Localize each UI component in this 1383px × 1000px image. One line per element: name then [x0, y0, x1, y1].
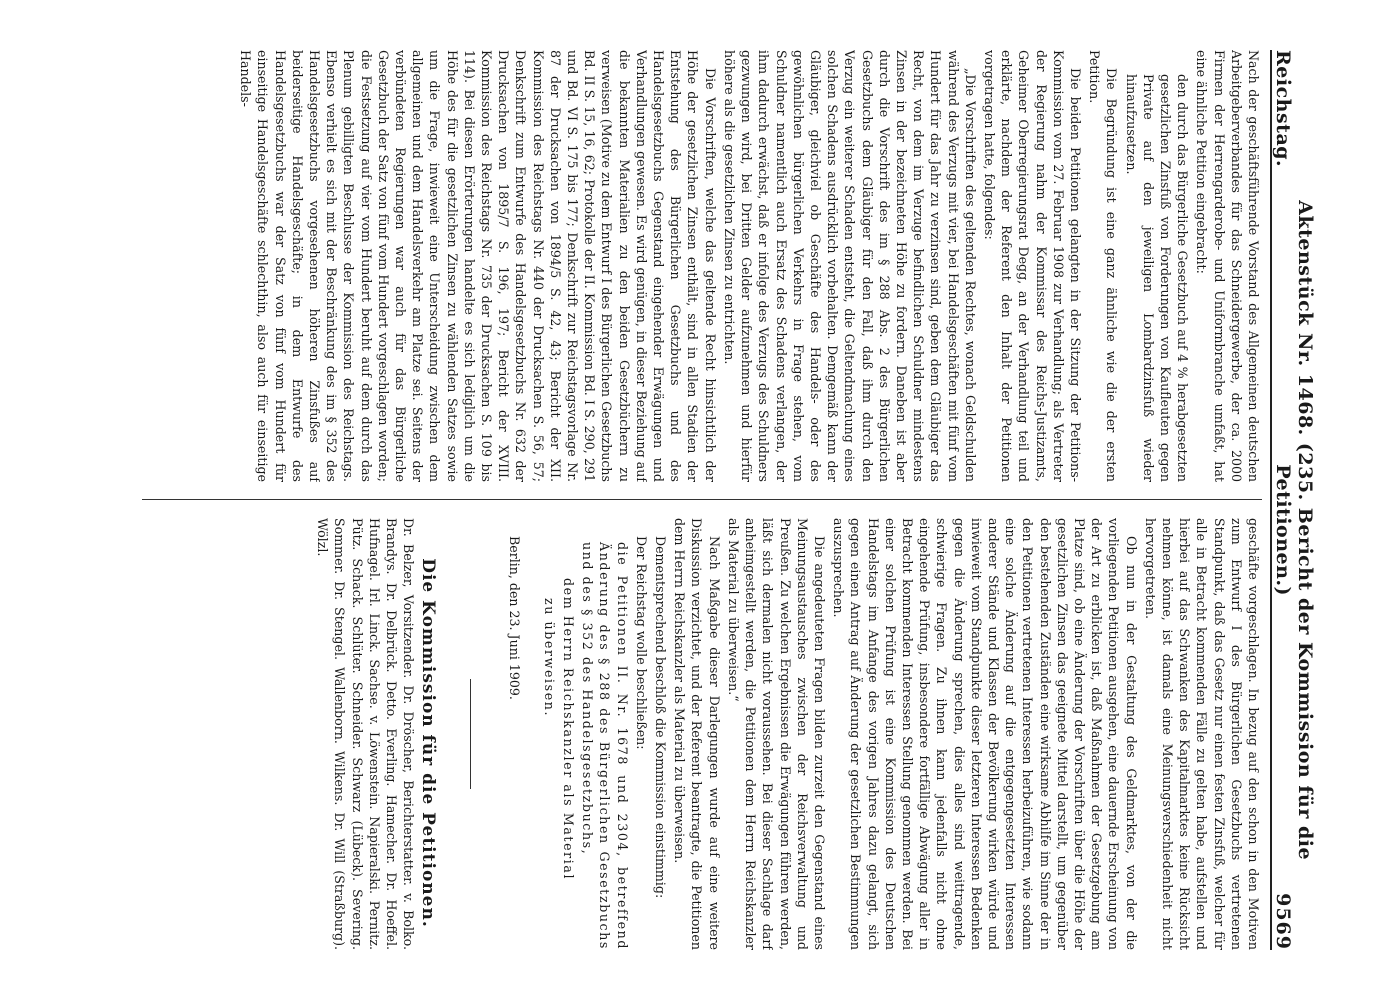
column-divider	[142, 499, 1262, 500]
paragraph: Die Begründung ist eine ganz ähnliche wie die der ersten Petition.	[1087, 50, 1120, 482]
paragraph: Ob nun in der Gestaltung des Geldmarktes, von der die vorliegenden Petitionen ausgehen, eine dauernde Erscheinung von der Art zu erblicken ist, daß Maßnahmen der Gesetzgebung am Platze sind, ob eine Änderung der Vorschriften über die Höhe der gesetzlichen Zinsen das geeignete Mittel darstellt, um gegenüber den bestehenden Zuständen eine wirksame Abhilfe im Sinne der in den Petitionen vertretenen Interessen herbeizuführen, wie sodann eine solche Änderung auf die entgegengesetzten Interessen anderer Stände und Klassen der Bevölkerung wirken würde und inwieweit vom Standpunkte dieser letzteren Interessen Bedenken gegen die Änderung sprechen, dies alles sind weittragende, schwierige Fragen. Zu ihnen kann jedenfalls nicht ohne eingehende Prüfung, insbesondere fortfällige Abwägung aller in Betracht kommenden Interessen Stellung genommen werden. Bei einer solchen Prüfung ist eine Kommission des Deutschen Handelstags im Anfange des vorigen Jahres dazu gelangt, sich gegen einen Antrag auf Änderung der gesetzlichen Bestimmungen auszusprechen.	[831, 518, 1139, 950]
dateline: Berlin, den 23. Juni 1909.	[506, 536, 522, 700]
commission-members: Dr. Belzer, Vorsitzender. Dr. Dröscher, Berichterstatter. v. Bolko. Brandys. Dr. Delbrück. Detto. Everling. Hamecher. Dr. Hoeffel. Hufnagel. Irl. Linck. Sachse. v. Löwenstein. Napieralski. Pernitz. Pütz. Schack. Schlüter. Schneider. Schwarz (Lübeck). Severing. Sommer. Dr. Stengel. Wallenborn. Wilkens. Dr. Will (Straßburg). Wölzl.	[315, 518, 417, 950]
text-columns	[22, 50, 1262, 950]
right-column	[22, 518, 1262, 950]
page-header	[1270, 50, 1316, 950]
paragraph: „Die Vorschriften des geltenden Rechtes, wonach Geldschulden während des Verzugs mit vier, bei Handelsgeschäften mit fünf vom Hundert für das Jahr zu verzinsen sind, geben dem Gläubiger das Recht, von dem im Verzuge befindlichen Schuldner mindestens Zinsen in der bezeichneten Höhe zu fordern. Daneben ist aber durch die Vorschrift des im § 288 Abs. 2 des Bürgerlichen Gesetzbuchs dem Gläubiger für den Fall, daß ihm durch den Verzug ein weiterer Schaden entsteht, die Geltendmachung eines solchen Schadens ausdrücklich vorbehalten. Demgemäß kann der Gläubiger, gleichviel ob Geschäfte des Handels- oder des gewöhnlichen bürgerlichen Verkehrs in Frage stehen, vom Schuldner namentlich auch Ersatz des Schadens verlangen, der ihm dadurch erwächst, daß er infolge des Verzugs des Schuldners gezwungen wird, bei Dritten Gelder aufzunehmen und hierfür höhere als die gesetzlichen Zinsen zu entrichten.	[721, 50, 978, 482]
resolution-tail-2: zu überweisen.	[541, 598, 557, 718]
petition-quote: den durch das Bürgerliche Gesetzbuch auf 4 % herabgesetzten gesetzlichen Zinsfuß von Forderungen von Kaufleuten gegen Private auf den jeweiligen Lombardzinsfuß wieder hinaufzusetzen.	[1123, 74, 1191, 482]
separator-rule	[470, 679, 471, 789]
paragraph: Der Reichstag wolle beschließen:	[633, 536, 649, 750]
paragraph: Die angedeuteten Fragen bilden zurzeit den Gegenstand eines Meinungsaustausches zwischen der Reichsverwaltung und Preußen. Zu welchen Ergebnissen die Erwägungen führen werden, läßt sich dermalen nicht voraussehen. Bei dieser Sachlage darf anheimgestellt werden, die Petitionen dem Herrn Reichskanzler als Material zu überweisen.“	[725, 518, 827, 950]
header-left: Reichstag.	[1272, 50, 1294, 168]
resolution-tail-1: dem Herrn Reichskanzler als Material	[561, 578, 577, 881]
paragraph: Dementsprechend beschloß die Kommission einstimmig:	[653, 536, 669, 899]
paragraph: Nach Maßgabe dieser Darlegungen wurde auf eine weitere Diskussion verzichtet, und der Referent beantragte, die Petitionen dem Herrn Reichskanzler als Material zu überweisen.	[672, 518, 722, 950]
commission-title: Die Kommission für die Petitionen.	[418, 558, 439, 928]
paragraph: geschäfte vorgeschlagen. In bezug auf den schon in den Motiven zum Entwurf I des Bürgerlichen Gesetzbuchs vertretenen Standpunkt, daß das Gesetz nur einen festen Zinsfuß, welcher für alle in Betracht kommenden Fälle zu gelten habe, aufstellen und hierbei auf das Schwanken des Kapitalmarktes keine Rücksicht nehmen könne, ist damals eine Meinungsverschiedenheit nicht hervorgetreten.	[1142, 518, 1261, 950]
paragraph: Die Vorschriften, welche das geltende Recht hinsichtlich der Höhe der gesetzlichen Zinsen enthält, sind in allen Stadien der Entstehung des Bürgerlichen Gesetzbuchs und des Handelsgesetzbuchs Gegenstand eingehender Erwägungen und Verhandlungen gewesen. Es wird genügen, in dieser Beziehung auf die bekannten Materialien zu den beiden Gesetzbüchern zu verweisen (Motive zu dem Entwurf I des Bürgerlichen Gesetzbuchs Bd. II S. 15, 16, 62; Protokolle der II. Kommission Bd. I S. 290, 291 und Bd. VI S. 175 bis 177; Denkschrift zur Reichstagsvorlage Nr. 87 der Drucksachen von 1894/5 S. 42, 43; Bericht der XII. Kommission des Reichstags Nr. 440 der Drucksachen S. 56, 57; Denkschrift zum Entwurfe des Handelsgesetzbuchs Nr. 632 der Drucksachen von 1895/7 S. 196, 197; Bericht der XVIII. Kommission des Reichstags Nr. 735 der Drucksachen S. 109 bis 114). Bei diesen Erörterungen handelte es sich lediglich um die Höhe des für die gesetzlichen Zinsen zu wählenden Satzes sowie um die Frage, inwieweit eine Unterscheidung zwischen dem allgemeinen und dem Handelsverkehr am Platze sei. Seitens der verbündeten Regierungen war auch für das Bürgerliche Gesetzbuch der Satz von fünf vom Hundert vorgeschlagen worden; die Festsetzung auf vier vom Hundert beruht auf dem durch das Plenum gebilligten Beschlusse der Kommission des Reichstags. Ebenso verhielt es sich mit der Beschränkung des im § 352 des Handelsgesetzbuchs vorgesehenen höheren Zinsfußes auf beiderseitige Handelsgeschäfte; in dem Entwurfe des Handelsgesetzbuchs war der Satz von fünf vom Hundert für einseitige Handelsgeschäfte schlechthin, also auch für einseitige Handels-	[238, 50, 718, 482]
resolution-text: die Petitionen II. Nr. 1678 und 2304, betreffend Änderung des § 288 des Bürgerlichen Gesetzbuchs und des § 352 des Handelsgesetzbuchs,	[580, 542, 630, 950]
paragraph: Nach der geschäftsführende Vorstand des Allgemeinen deutschen Arbeitgeberverbandes für das Schneidergewerbe, der ca. 2000 Firmen der Herrengarderobe- und Uniformbranche umfaßt, hat eine ähnliche Petition eingebracht:	[1194, 50, 1261, 482]
paragraph: Die beiden Petitionen gelangten in der Sitzung der Petitions-Kommission vom 27. Februar 1908 zur Verhandlung; als Vertreter der Regierung nahm der Kommissar des Reichs-Justizamts, Geheimer Oberregierungsrat Degg, an der Verhandlung teil und erklärte, nachdem der Referent den Inhalt der Petitionen vorgetragen hatte, folgendes:	[981, 50, 1083, 482]
left-column	[22, 50, 1262, 482]
page-number: 9569	[1272, 893, 1294, 950]
header-title: Aktenstück Nr. 1468. (235. Bericht der Kommission für die Petitionen.)	[1272, 200, 1316, 861]
